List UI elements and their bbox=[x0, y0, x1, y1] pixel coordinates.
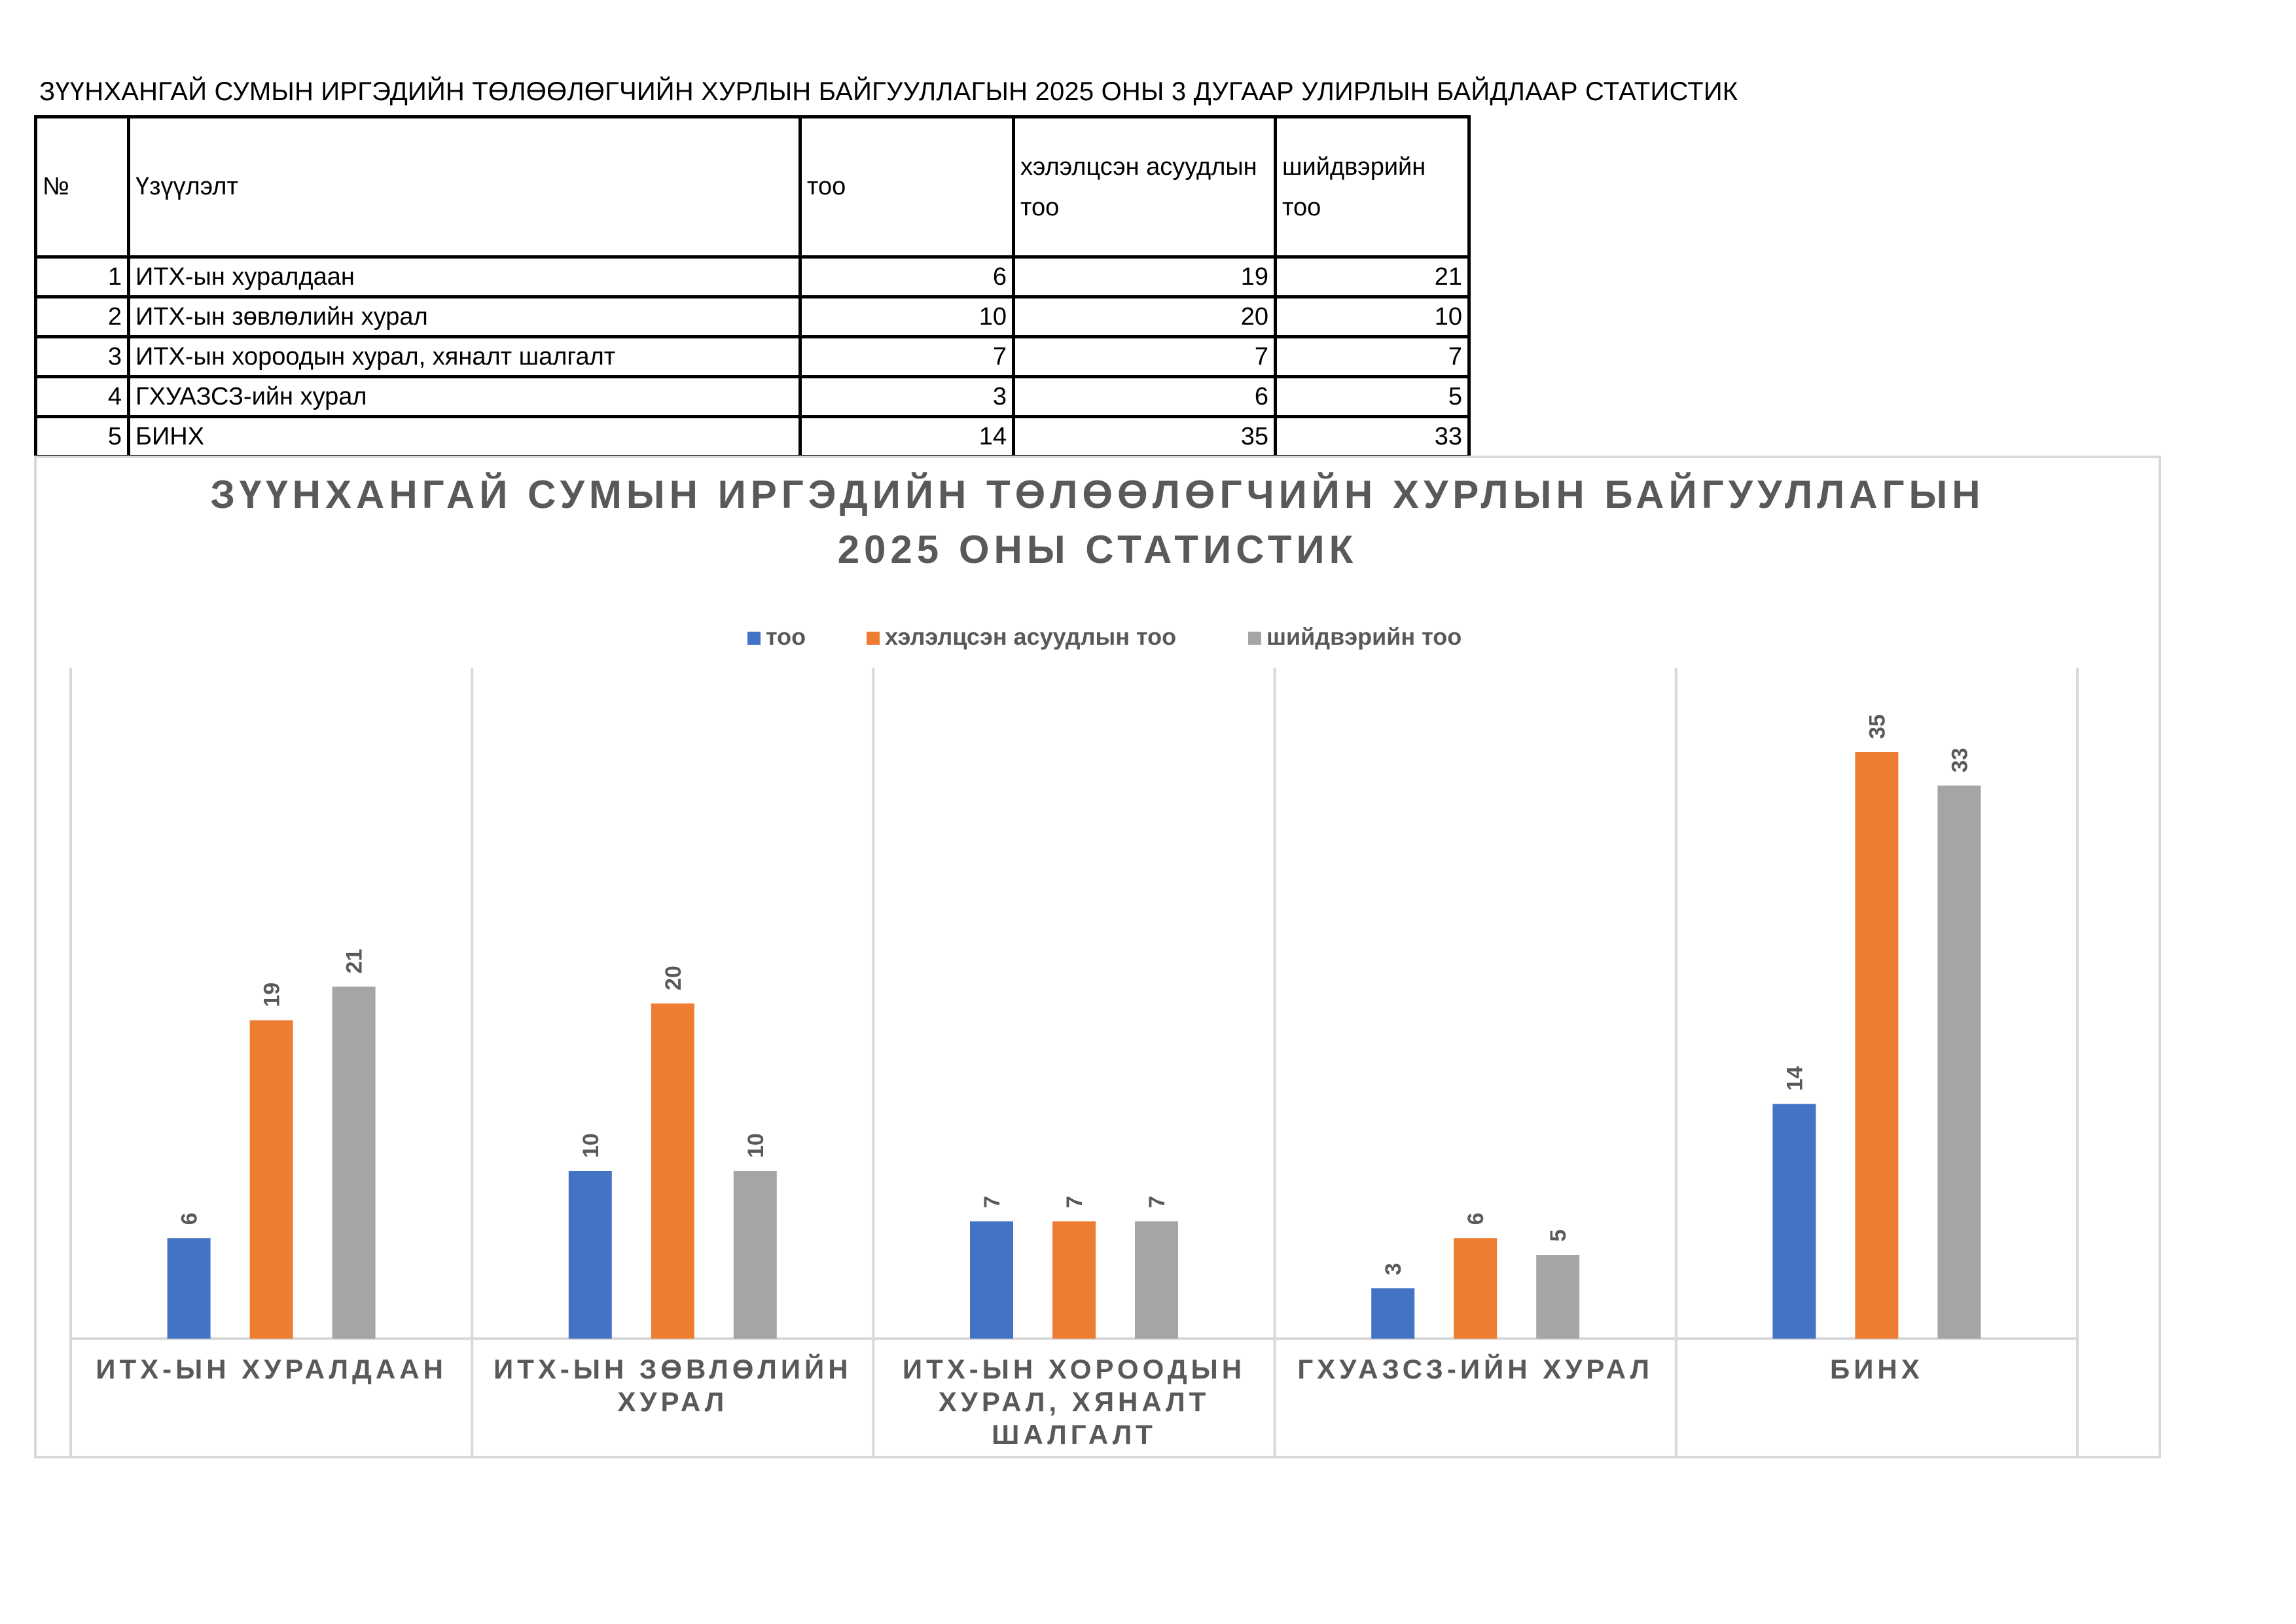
row-decisions: 21 bbox=[1276, 257, 1469, 297]
table-row bbox=[36, 377, 1469, 417]
data-label: 7 bbox=[1145, 1195, 1170, 1208]
bar bbox=[1536, 1255, 1579, 1339]
row-decisions: 33 bbox=[1276, 417, 1469, 457]
bar bbox=[1135, 1221, 1178, 1339]
category-label: БИНХ bbox=[1830, 1354, 1924, 1384]
chart-title-line: 2025 ОНЫ СТАТИСТИК bbox=[837, 528, 1358, 571]
chart-area bbox=[34, 456, 2161, 1458]
data-label: 33 bbox=[1947, 748, 1973, 773]
bar bbox=[1371, 1288, 1414, 1339]
bar bbox=[1454, 1238, 1497, 1339]
row-indicator: БИНХ bbox=[129, 417, 800, 457]
data-label: 6 bbox=[1463, 1212, 1489, 1225]
header-count: тоо bbox=[800, 117, 1014, 257]
row-decisions: 7 bbox=[1276, 337, 1469, 377]
data-label: 19 bbox=[259, 982, 285, 1007]
row-issues: 19 bbox=[1014, 257, 1276, 297]
row-number: 1 bbox=[36, 257, 129, 297]
row-count: 14 bbox=[800, 417, 1014, 457]
table-row bbox=[36, 337, 1469, 377]
header-indicator: Үзүүлэлт bbox=[129, 117, 800, 257]
data-label: 3 bbox=[1381, 1263, 1407, 1276]
legend-swatch bbox=[867, 632, 880, 645]
legend-swatch bbox=[1248, 632, 1261, 645]
data-label: 14 bbox=[1782, 1066, 1808, 1091]
legend-label: тоо bbox=[766, 623, 806, 650]
header-issues-discussed: хэлэлцсэн асуудлын тоо bbox=[1014, 117, 1276, 257]
bar bbox=[651, 1003, 694, 1339]
chart-title-line: ЗҮҮНХАНГАЙ СУМЫН ИРГЭДИЙН ТӨЛӨӨЛӨГЧИЙН ХУРЛЫН БАЙГУУЛЛАГЫН bbox=[210, 473, 1985, 516]
table-row bbox=[36, 297, 1469, 337]
row-number: 4 bbox=[36, 377, 129, 417]
row-count: 7 bbox=[800, 337, 1014, 377]
row-decisions: 10 bbox=[1276, 297, 1469, 337]
row-indicator: ИТХ-ын зөвлөлийн хурал bbox=[129, 297, 800, 337]
bar bbox=[734, 1171, 777, 1339]
statistics-table bbox=[34, 115, 1471, 458]
category-label: ХУРАЛ bbox=[617, 1386, 728, 1417]
category-label: ИТХ-ЫН ЗӨВЛӨЛИЙН bbox=[493, 1354, 852, 1384]
data-label: 20 bbox=[660, 965, 686, 990]
bar bbox=[970, 1221, 1013, 1339]
bar bbox=[1052, 1221, 1096, 1339]
legend-label: хэлэлцсэн асуудлын тоо bbox=[885, 623, 1177, 650]
bar bbox=[569, 1171, 612, 1339]
header-number: № bbox=[36, 117, 129, 257]
row-number: 5 bbox=[36, 417, 129, 457]
legend-label: шийдвэрийн тоо bbox=[1266, 623, 1462, 650]
bar bbox=[250, 1020, 293, 1339]
row-indicator: ГХУАЗСЗ-ийн хурал bbox=[129, 377, 800, 417]
table-row bbox=[36, 417, 1469, 457]
table-row bbox=[36, 257, 1469, 297]
data-label: 10 bbox=[578, 1133, 603, 1158]
bar bbox=[1855, 752, 1898, 1339]
category-label: ГХУАЗСЗ-ИЙН ХУРАЛ bbox=[1297, 1354, 1654, 1384]
bar-chart bbox=[37, 458, 2159, 1456]
row-indicator: ИТХ-ын хороодын хурал, хяналт шалгалт bbox=[129, 337, 800, 377]
row-decisions: 5 bbox=[1276, 377, 1469, 417]
row-issues: 35 bbox=[1014, 417, 1276, 457]
bar bbox=[168, 1238, 211, 1339]
bar bbox=[332, 986, 376, 1339]
row-indicator: ИТХ-ын хуралдаан bbox=[129, 257, 800, 297]
category-label: ШАЛГАЛТ bbox=[992, 1419, 1157, 1450]
data-label: 35 bbox=[1865, 714, 1890, 739]
header-decisions: шийдвэрийн тоо bbox=[1276, 117, 1469, 257]
row-count: 3 bbox=[800, 377, 1014, 417]
category-label: ИТХ-ЫН ХУРАЛДААН bbox=[96, 1354, 447, 1384]
row-issues: 20 bbox=[1014, 297, 1276, 337]
category-label: ИТХ-ЫН ХОРООДЫН bbox=[902, 1354, 1246, 1384]
data-label: 6 bbox=[177, 1212, 202, 1225]
data-label: 5 bbox=[1546, 1229, 1571, 1242]
row-number: 2 bbox=[36, 297, 129, 337]
row-issues: 7 bbox=[1014, 337, 1276, 377]
row-count: 10 bbox=[800, 297, 1014, 337]
bar bbox=[1772, 1104, 1816, 1339]
category-label: ХУРАЛ, ХЯНАЛТ bbox=[938, 1386, 1210, 1417]
data-label: 7 bbox=[980, 1195, 1005, 1208]
data-label: 10 bbox=[743, 1133, 768, 1158]
data-label: 7 bbox=[1062, 1195, 1087, 1208]
row-issues: 6 bbox=[1014, 377, 1276, 417]
table-header-row bbox=[36, 117, 1469, 257]
data-label: 21 bbox=[342, 948, 367, 974]
document-title: ЗҮҮНХАНГАЙ СУМЫН ИРГЭДИЙН ТӨЛӨӨЛӨГЧИЙН ХУРЛЫН БАЙГУУЛЛАГЫН 2025 ОНЫ 3 ДУГААР УЛИРЛЫН БАЙДЛААР СТАТИСТИК bbox=[39, 77, 1738, 106]
row-number: 3 bbox=[36, 337, 129, 377]
row-count: 6 bbox=[800, 257, 1014, 297]
legend-swatch bbox=[747, 632, 761, 645]
bar bbox=[1937, 785, 1981, 1339]
